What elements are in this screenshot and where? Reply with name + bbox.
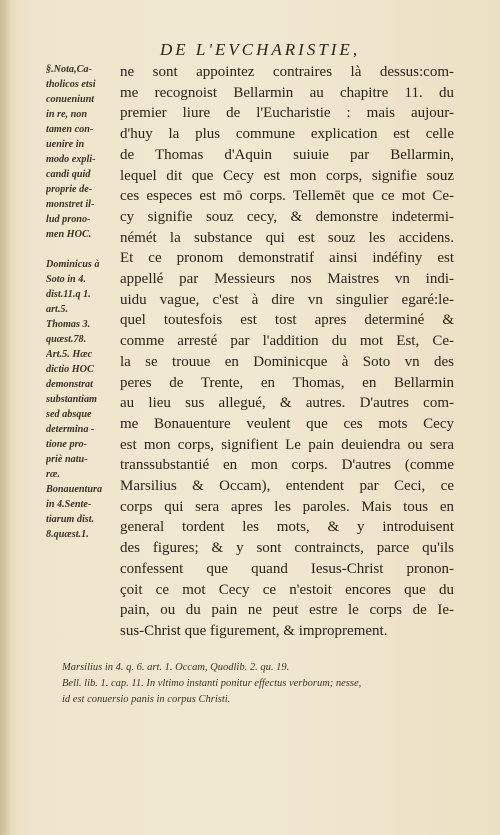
body-line: pain, ou du pain ne peut estre le corps de Ie- [120,602,454,619]
margin-note-line: tamen con- [46,124,94,135]
body-line: general tordent les mots, & y introduisent [120,519,454,536]
margin-note-line: substantiam [46,394,97,405]
footnote-line: id est conuersio panis in corpus Christi. [62,694,231,705]
body-line: lequel dit que Cecy est mon corps, signifie souz [120,167,454,184]
body-text [120,62,454,642]
body-line: Marsilius & Occam), entendent par Ceci, ce [120,478,454,495]
body-line: me Bonauenture veulent que ces mots Cecy [120,415,454,432]
body-line: çoit ce mot Cecy ce n'estoit encores que du [120,581,454,598]
margin-note-line: modo expli- [46,154,96,165]
body-line: némét la substance qui est souz les accidens. [120,229,454,246]
body-line: transsubstantié en mon corps. D'autres (comme [120,457,454,474]
margin-note-line: demonstrat [46,379,93,390]
margin-note-line: tiarum dist. [46,514,95,525]
margin-note-line: determina - [46,424,95,435]
body-line: d'huy la plus commune explication est celle [120,126,454,143]
margin-note-line: sed absque [46,409,92,420]
body-line: au lieu sus allegué, & autres. D'autres com- [120,395,454,412]
body-line: appellé par Messieurs nos Maistres vn indi- [120,271,454,288]
margin-note-line: conueniunt [46,94,95,105]
margin-note-line: quæst.78. [46,334,87,345]
margin-note-line: art.5. [46,304,69,315]
body-line: premier liure de l'Eucharistie : mais aujour- [120,105,454,122]
body-line: sus-Christ que figurement, & improprement. [120,622,388,639]
footnotes [62,660,454,708]
margin-note-line: lud prono- [46,214,91,225]
gutter-shadow [0,0,12,835]
body-line: comme arresté par l'addition du mot Est, Ce- [120,333,454,350]
margin-note-line: men HOC. [46,229,92,240]
margin-note-line: candi quid [46,169,91,180]
margin-note-line: §.Nota,Ca- [46,64,92,75]
body-line: ne sont appointez contraires là dessus:com- [120,64,454,80]
margin-note-line: tholicos etsi [46,79,96,90]
margin-note-line: Dominicus à [46,259,100,270]
body-line: ces especes est mō corps. Tellemēt que ce mot Ce- [120,188,454,205]
body-line: la se trouue en Dominicque à Soto vn des [120,353,454,370]
margin-note-line: monstret il- [46,199,95,210]
margin-note-line: dist.11.q 1. [46,289,91,300]
footnote-line: Bell. lib. 1. cap. 11. In vltimo instanti ponitur effectus verborum; nesse, [62,678,362,689]
margin-note-line: in re, non [46,109,88,120]
margin-note-line: proprie de- [46,184,93,195]
margin-note-line: ræ. [46,469,60,480]
body-line: peres de Trente, en Thomas, en Bellarmin [120,374,454,391]
margin-note-line [46,242,122,257]
margin-note-line: tione pro- [46,439,88,450]
body-line: des figures; & y sont contraincts, parce qu'ils [120,540,454,557]
body-line: me recognoist Bellarmin au chapitre 11. du [120,84,454,101]
body-line: corps qui sera apres les paroles. Mais tous en [120,498,454,515]
body-line: Et ce pronom demonstratif ainsi indéfiny est [120,250,454,267]
running-head: DE L'EVCHARISTIE, [160,40,361,59]
margin-note-line: 8.quæst.1. [46,529,89,540]
margin-note-line: priè natu- [46,454,88,465]
margin-note-line: Art.5. Hæc [46,349,93,360]
margin-note-line: in 4.Sente- [46,499,92,510]
footnote-line: Marsilius in 4. q. 6. art. 1. Occam, Quodlib. 2. qu. 19. [62,662,290,673]
margin-note-line: Soto in 4. [46,274,86,285]
margin-note-line: Thomas 3. [46,319,91,330]
body-line: quel toutesfois est tost apres determiné & [120,312,454,329]
body-line: uidu vague, c'est à dire vn singulier egaré:le- [120,291,454,308]
margin-notes [46,62,122,542]
body-line: confessent que quand Iesus-Christ pronon- [120,560,454,577]
margin-note-line: Bonauentura [46,484,103,495]
margin-note-line: uenire in [46,139,85,150]
body-line: de Thomas d'Aquin suiuie par Bellarmin, [120,146,454,163]
body-line: cy signifie souz cecy, & demonstre indetermi- [120,208,454,225]
body-line: est mon corps, signifient Le pain deuiendra ou sera [120,436,454,453]
margin-note-line: dictio HOC [46,364,94,375]
